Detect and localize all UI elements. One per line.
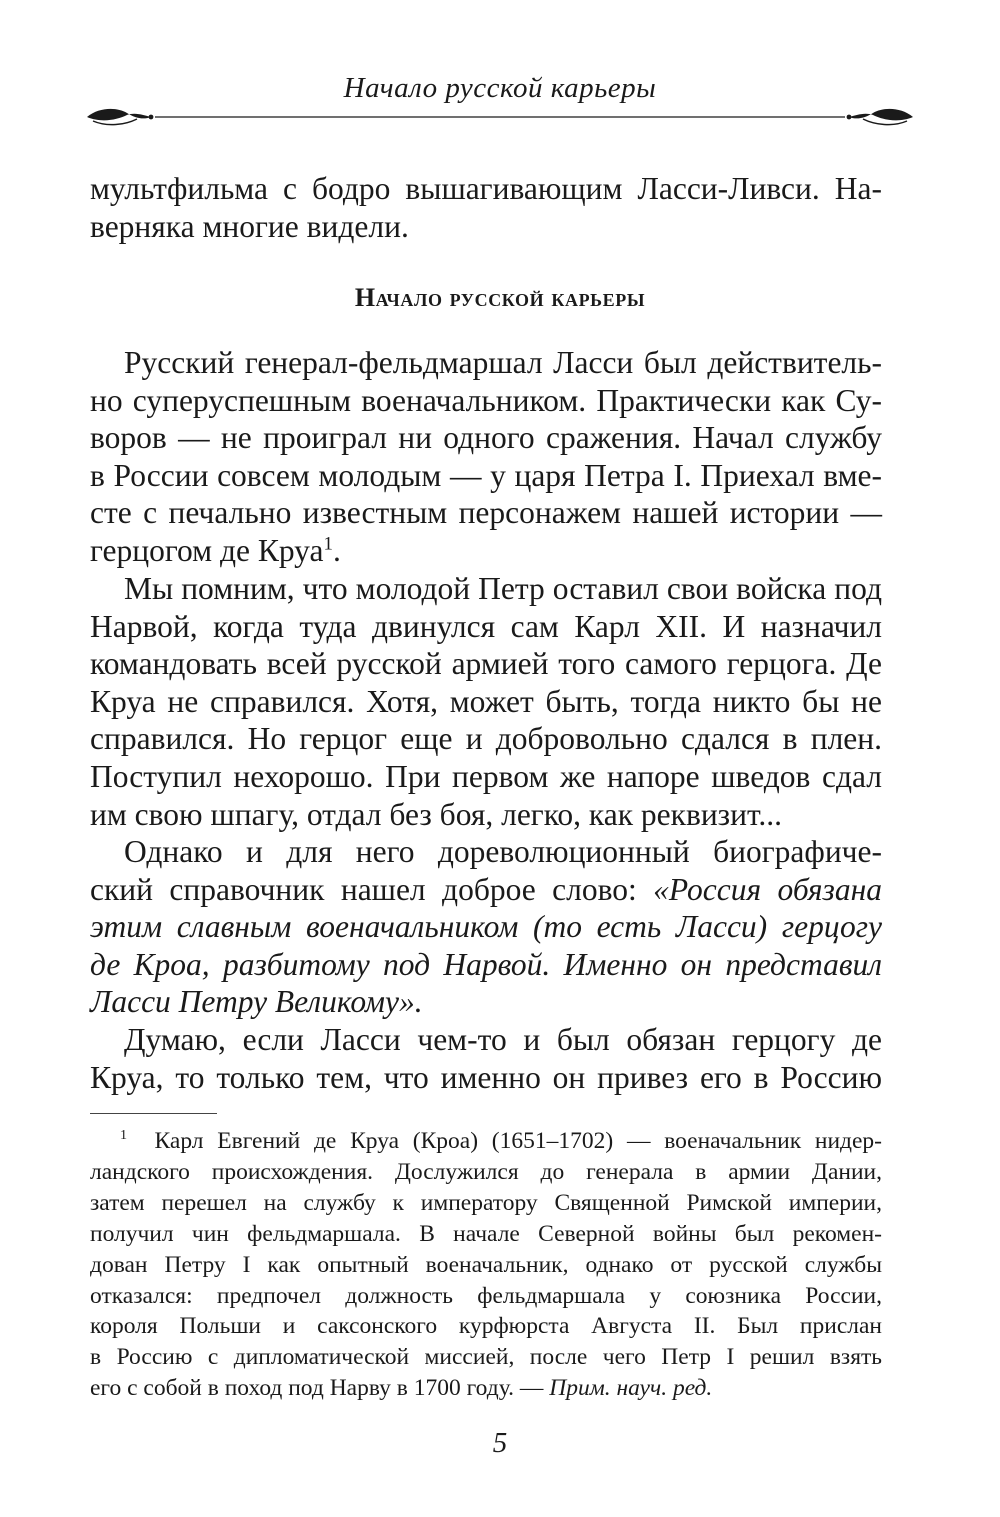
header-ornament-rule <box>85 103 915 133</box>
footnote-line <box>90 1373 882 1404</box>
text-line <box>90 532 882 570</box>
text-line: Русский генерал-фельдмаршал Ласси был действитель- <box>124 345 882 380</box>
text-line: справился. Но герцог еще и добровольно сдался в плен. <box>90 721 882 757</box>
quote-text: «Россия обязана <box>653 871 882 907</box>
quote-line: Ласси Петру Великому». <box>90 984 423 1020</box>
section-heading: Начало русской карьеры <box>354 283 646 312</box>
text-line: Мы помним, что молодой Петр оставил свои войска под <box>124 571 882 606</box>
text-line: Однако и для него дореволюционный биографиче- <box>124 834 882 869</box>
footnote-line: затем перешел на службу к императору Священной Римской империи, <box>90 1189 882 1216</box>
text-line: сте с печально известным персонажем нашей истории — <box>90 495 882 531</box>
paragraph-3 <box>90 833 882 1021</box>
quote-line: де Кроа, разбитому под Нарвой. Именно он представил <box>90 946 882 982</box>
footnote-line: в Россию с дипломатической миссией, после чего Петр I решил взять <box>90 1344 882 1371</box>
text-line: Нарвой, когда туда двинулся сам Карл XII. И назначил <box>90 608 882 644</box>
text-line: Круа, то только тем, что именно он привез его в Россию <box>90 1059 882 1095</box>
text-fragment: ский справочник нашел доброе слово: <box>90 871 654 907</box>
text-fragment: его с собой в поход под Нарву в 1700 году. — <box>90 1375 550 1402</box>
text-line: но суперуспешным военачальником. Практически как Су- <box>90 382 882 418</box>
footnote-separator <box>90 1113 217 1114</box>
text-line: мультфильма с бодро вышагивающим Ласси-Ливси. На- <box>90 171 882 206</box>
quote-line: этим славным военачальником (то есть Ласси) герцогу <box>90 909 882 945</box>
text-fragment: Карл Евгений де Круа (Кроа) (1651–1702) — военачальник нидер- <box>154 1128 883 1154</box>
paragraph-1 <box>90 344 882 570</box>
footnote-reference[interactable]: 1 <box>323 533 333 555</box>
footnote-line: дован Петру I как опытный военачальник, однако от русской службы <box>90 1251 882 1278</box>
footnote-line: получил чин фельдмаршала. В начале Северной войны был рекомен- <box>90 1220 882 1247</box>
footnote-line <box>90 1126 882 1157</box>
paragraph-4 <box>90 1021 882 1096</box>
text-line: командовать всей русской армией того самого герцога. Де <box>90 646 882 682</box>
paragraph-2 <box>90 570 882 833</box>
footnote-line: отказался: предпочел должность фельдмаршала у союзника России, <box>90 1282 882 1309</box>
text-line: им свою шпагу, отдал без боя, легко, как реквизит... <box>90 796 783 832</box>
text-line: верняка многие видели. <box>90 208 409 244</box>
running-header-title: Начало русской карьеры <box>343 72 657 104</box>
footnote-marker: 1 <box>120 1127 128 1144</box>
text-line: Думаю, если Ласси чем-то и был обязан герцогу де <box>124 1022 882 1057</box>
text-line: воров — не проиграл ни одного сражения. Начал службу <box>90 420 882 456</box>
footnote <box>90 1126 882 1404</box>
text-line <box>90 871 882 909</box>
intro-paragraph <box>90 170 882 245</box>
page-number: 5 <box>492 1427 508 1459</box>
text-line: Круа не справился. Хотя, может быть, тогда никто бы не <box>90 683 882 719</box>
text-line: Поступил нехорошо. При первом же напоре шведов сдал <box>90 758 882 794</box>
editor-note: Прим. науч. ред. <box>549 1375 713 1402</box>
footnote-line: ландского происхождения. Дослужился до генерала в армии Дании, <box>90 1158 882 1185</box>
footnote-line: короля Польши и саксонского курфюрста Августа II. Был прислан <box>90 1313 882 1340</box>
text-fragment: . <box>332 532 341 568</box>
text-line: в России совсем молодым — у царя Петра I. Приехал вме- <box>90 457 882 493</box>
text-fragment: герцогом де Круа <box>90 532 324 568</box>
